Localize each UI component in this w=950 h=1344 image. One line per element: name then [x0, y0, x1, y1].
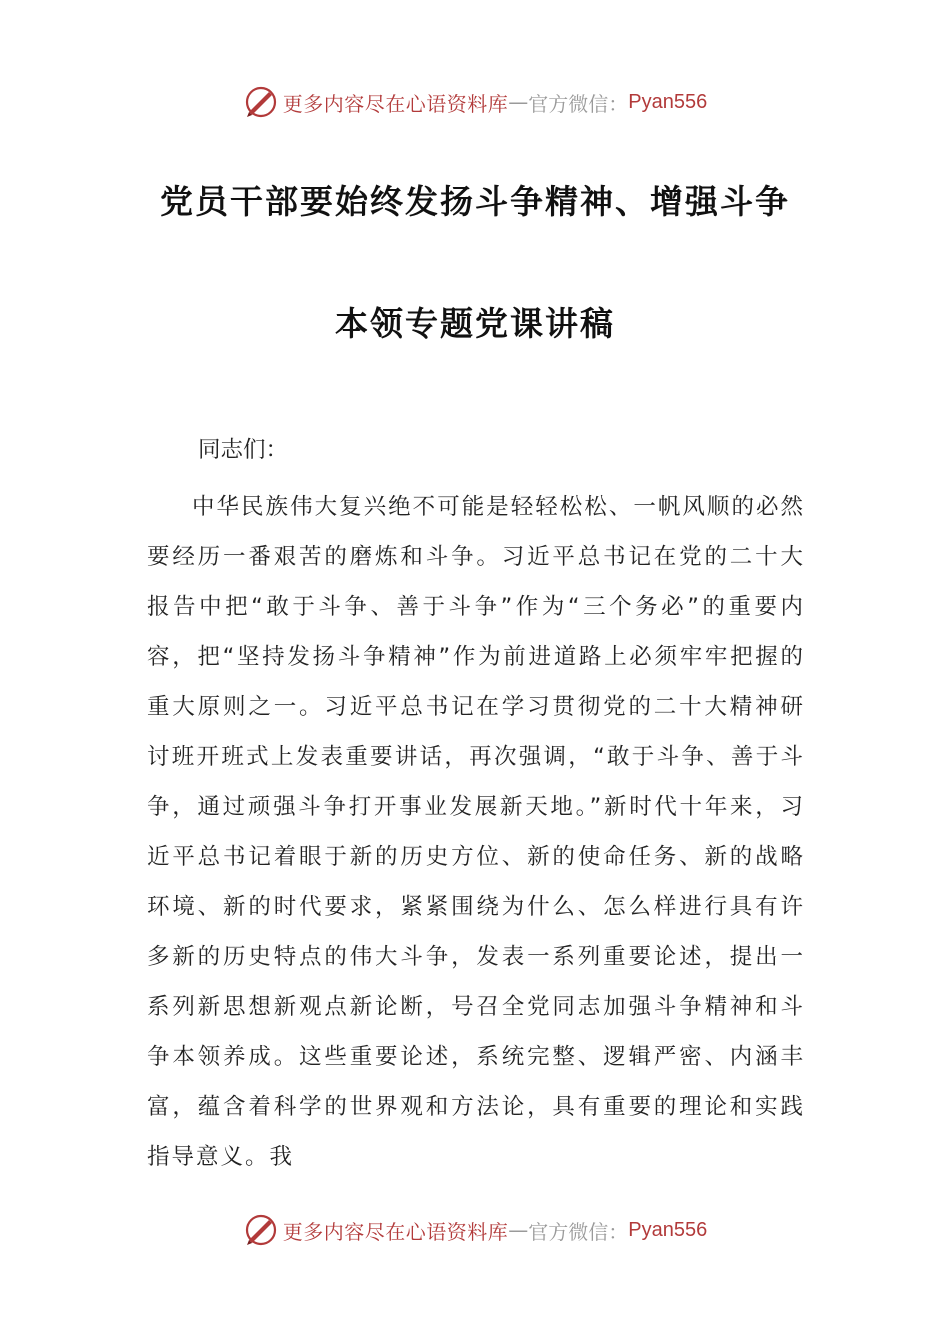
footer-watermark — [0, 1208, 950, 1252]
body-paragraph: 中华民族伟大复兴绝不可能是轻轻松松、一帆风顺的必然要经历一番艰苦的磨炼和斗争。习近平总书记在党的二十大报告中把“敢于斗争、善于斗争”作为“三个务必”的重要内容，把“坚持发扬斗争精神”作为前进道路上必须牢牢把握的重大原则之一。习近平总书记在学习贯彻党的二十大精神研讨班开班式上发表重要讲话，再次强调，“敢于斗争、善于斗争，通过顽强斗争打开事业发展新天地。”新时代十年来，习近平总书记着眼于新的历史方位、新的使命任务、新的战略环境、新的时代要求，紧紧围绕为什么、怎么样进行具有许多新的历史特点的伟大斗争，发表一系列重要论述，提出一系列新思想新观点新论断，号召全党同志加强斗争精神和斗争本领养成。这些重要论述，系统完整、逻辑严密、内涵丰富，蕴含着科学的世界观和方法论，具有重要的理论和实践指导意义。我 — [147, 494, 805, 1170]
watermark-site-name: 更多内容尽在心语资料库 — [282, 91, 509, 116]
watermark-dash: — — [508, 1218, 529, 1242]
watermark-wechat-id: Pyan556 — [628, 90, 708, 113]
watermark-site-name: 更多内容尽在心语资料库 — [282, 1219, 509, 1244]
pen-circle-logo-icon — [243, 1212, 279, 1248]
watermark-wechat-label: 官方微信： — [528, 91, 629, 116]
pen-circle-logo-icon — [243, 84, 279, 120]
header-watermark — [0, 80, 950, 124]
watermark-wechat-id: Pyan556 — [628, 1218, 708, 1241]
document-title-line-2: 本领专题党课讲稿 — [335, 304, 615, 343]
watermark-dash: — — [508, 90, 529, 114]
document-title-line-1: 党员干部要始终发扬斗争精神、增强斗争 — [160, 182, 790, 221]
watermark-wechat-label: 官方微信： — [528, 1219, 629, 1244]
greeting: 同志们： — [198, 437, 289, 463]
